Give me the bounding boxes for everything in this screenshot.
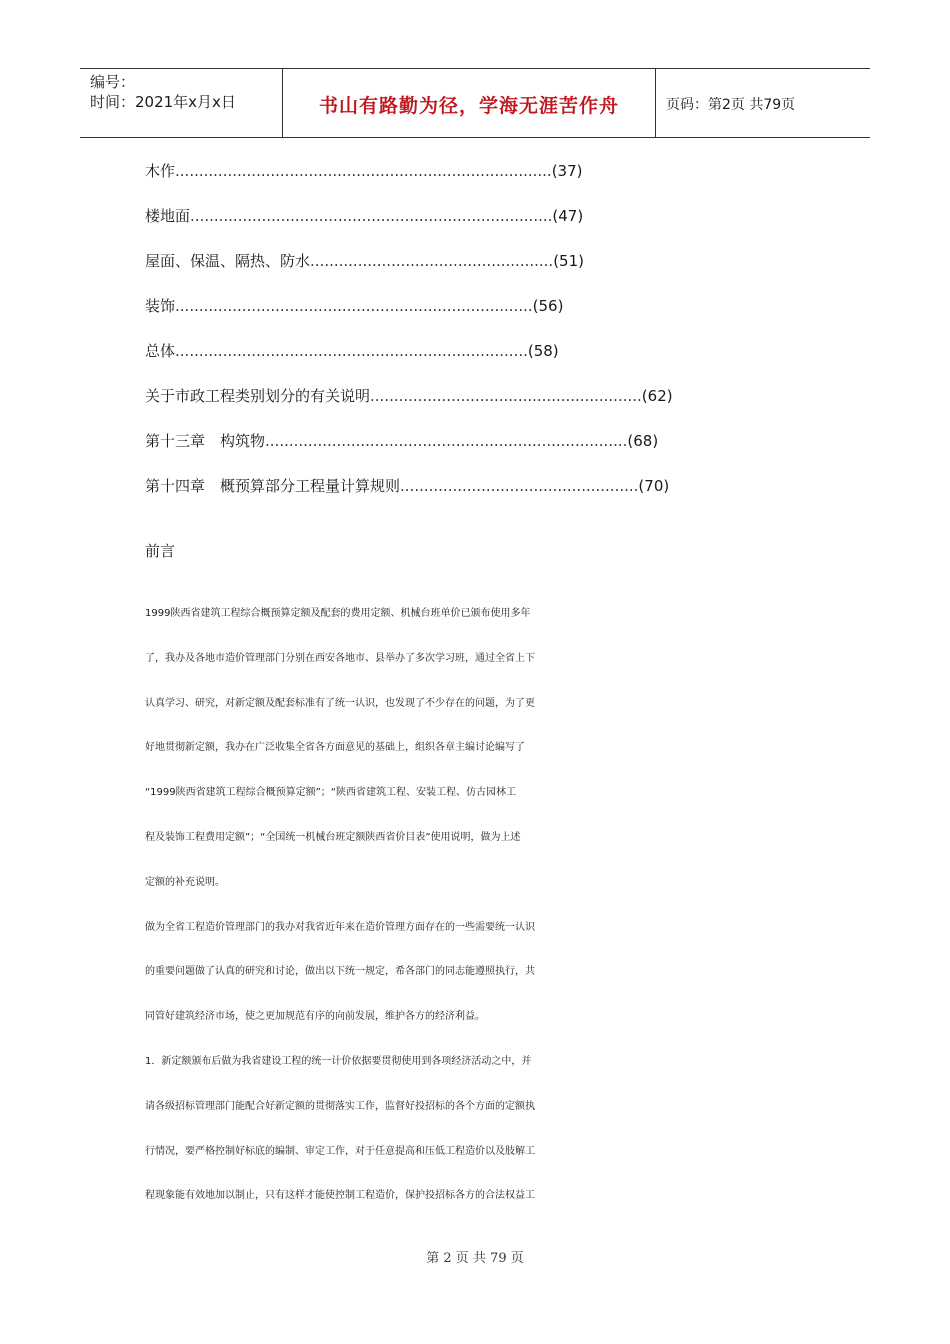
body-line: 定额的补充说明。 <box>145 876 225 888</box>
toc-entry-leader: ................................................... <box>310 252 554 270</box>
toc-entry-title: 屋面、保温、隔热、防水 <box>145 252 311 270</box>
toc-entry-page: (62) <box>641 387 673 405</box>
toc-entry-leader: ........................................................................... <box>175 297 533 315</box>
body-line: “1999陕西省建筑工程综合概预算定额”；“陕西省建筑工程、安装工程、仿古园林工 <box>145 787 516 799</box>
header-page-info: 页码：第2页 共79页 <box>666 97 796 113</box>
toc-entry-leader: ............................................................................ <box>265 432 628 450</box>
toc-entry[interactable] <box>145 250 673 295</box>
toc-entry-title: 总体 <box>145 342 176 360</box>
body-text <box>145 602 805 1229</box>
toc-entry[interactable] <box>145 295 673 340</box>
document-number-label: 编号： <box>90 73 136 91</box>
table-of-contents <box>145 160 673 520</box>
toc-entry-title: 第十四章 概预算部分工程量计算规则 <box>145 477 401 495</box>
toc-entry[interactable] <box>145 340 673 385</box>
section-title: 前言 <box>145 542 176 560</box>
body-line: 行情况，要严格控制好标底的编制、审定工作，对于任意提高和压低工程造价以及肢解工 <box>145 1145 535 1157</box>
page-footer: 第 2 页 共 79 页 <box>426 1251 524 1266</box>
body-line: 认真学习、研究，对新定额及配套标准有了统一认识，也发现了不少存在的问题，为了更 <box>145 697 535 709</box>
body-line: 了，我办及各地市造价管理部门分别在西安各地市、县举办了多次学习班，通过全省上下 <box>145 652 535 664</box>
toc-entry-title: 楼地面 <box>145 207 191 225</box>
body-line: 做为全省工程造价管理部门的我办对我省近年来在造价管理方面存在的一些需要统一认识 <box>145 921 535 933</box>
toc-entry[interactable] <box>145 160 673 205</box>
page-header <box>80 68 870 138</box>
header-motto: 书山有路勤为径，学海无涯苦作舟 <box>318 95 619 117</box>
body-line: 同管好建筑经济市场，使之更加规范有序的向前发展，维护各方的经济利益。 <box>145 1011 485 1023</box>
body-line: 1．新定额颁布后做为我省建设工程的统一计价依据要贯彻使用到各项经济活动之中，并 <box>145 1055 532 1067</box>
toc-entry[interactable] <box>145 430 673 475</box>
toc-entry-title: 木作 <box>145 162 176 180</box>
toc-entry-page: (68) <box>627 432 659 450</box>
body-line: 好地贯彻新定额，我办在广泛收集全省各方面意见的基础上，组织各章主编讨论编写了 <box>145 742 525 754</box>
toc-entry-leader: ......................................................... <box>370 387 642 405</box>
toc-entry-leader: .................................................. <box>400 477 639 495</box>
toc-entry-title: 第十三章 构筑物 <box>145 432 266 450</box>
toc-entry-leader: ............................................................................... <box>175 162 552 180</box>
header-meta <box>90 72 236 112</box>
header-divider <box>655 69 656 137</box>
toc-entry-title: 装饰 <box>145 297 176 315</box>
toc-entry-page: (37) <box>551 162 583 180</box>
toc-entry-page: (51) <box>553 252 584 270</box>
body-line: 程现象能有效地加以制止，只有这样才能使控制工程造价，保护投招标各方的合法权益工 <box>145 1190 535 1202</box>
document-time-label: 时间：2021年x月x日 <box>90 93 236 111</box>
body-line: 请各级招标管理部门能配合好新定额的贯彻落实工作，监督好投招标的各个方面的定额执 <box>145 1100 535 1112</box>
toc-entry-title: 关于市政工程类别划分的有关说明 <box>145 387 371 405</box>
toc-entry[interactable] <box>145 475 673 520</box>
toc-entry-page: (56) <box>532 297 564 315</box>
body-line: 1999陕西省建筑工程综合概预算定额及配套的费用定额、机械台班单价已颁布使用多年 <box>145 608 531 619</box>
toc-entry-page: (70) <box>638 477 670 495</box>
body-line: 的重要问题做了认真的研究和讨论，做出以下统一规定，希各部门的同志能遵照执行，共 <box>145 966 535 978</box>
toc-entry[interactable] <box>145 385 673 430</box>
toc-entry-leader: .......................................................................... <box>175 342 528 360</box>
toc-entry-leader: ............................................................................ <box>190 207 553 225</box>
toc-entry-page: (58) <box>527 342 559 360</box>
toc-entry[interactable] <box>145 205 673 250</box>
body-line: 程及装饰工程费用定额”；“全国统一机械台班定额陕西省价目表”使用说明，做为上述 <box>145 831 521 843</box>
toc-entry-page: (47) <box>552 207 584 225</box>
